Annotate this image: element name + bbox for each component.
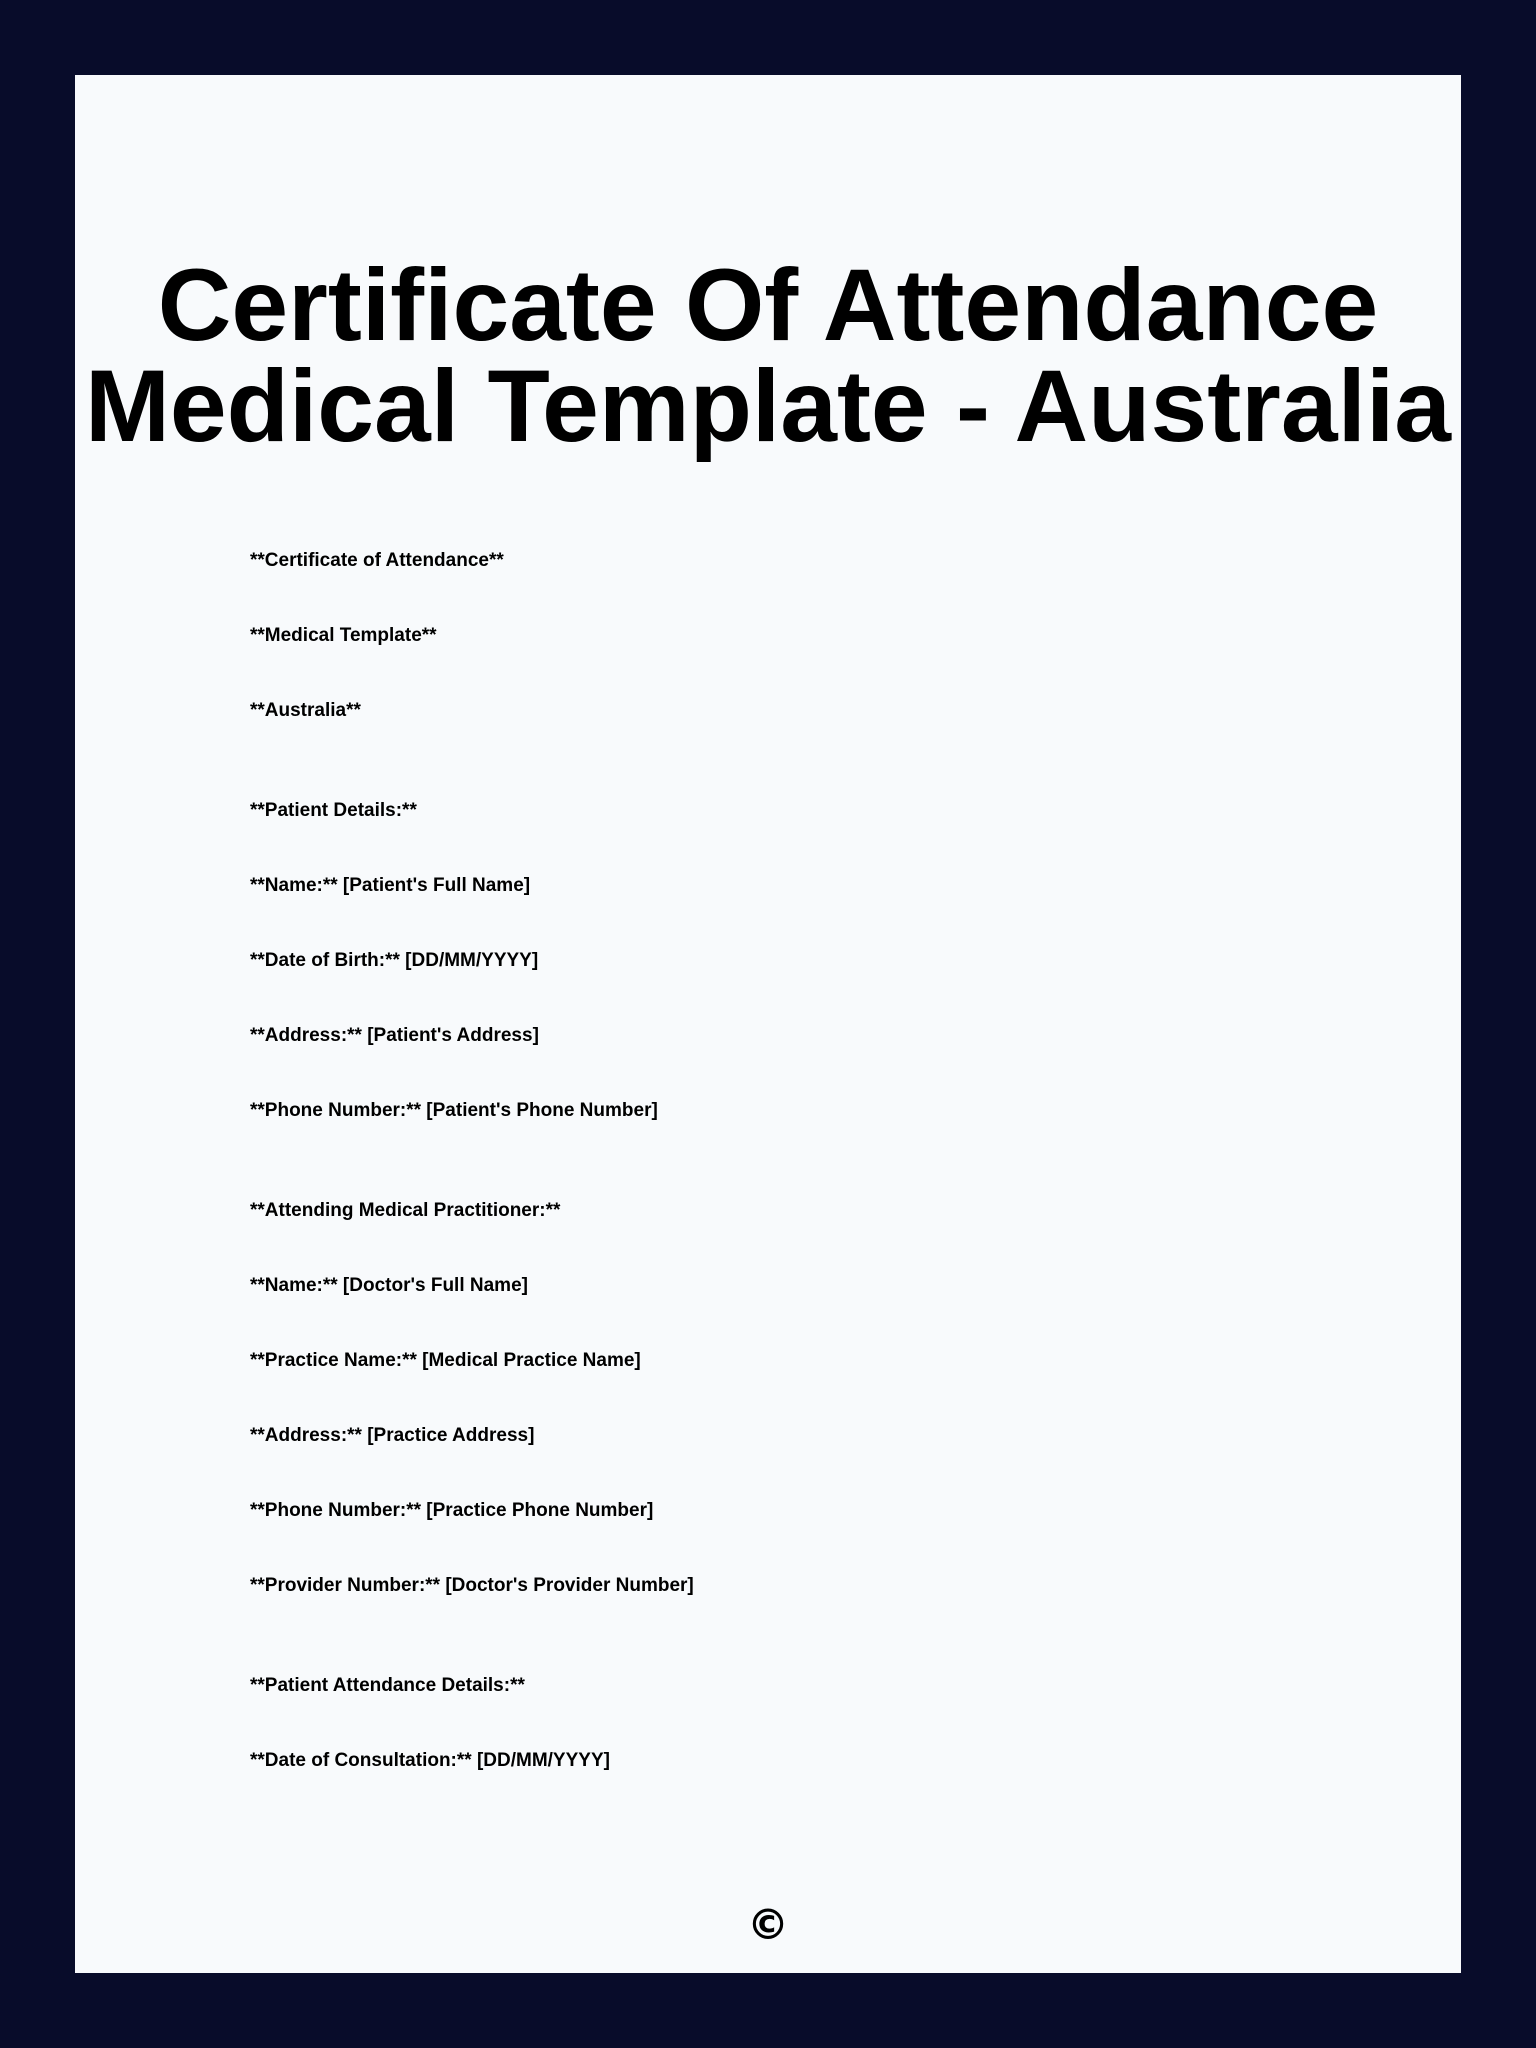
heading-medical-template: **Medical Template** — [250, 625, 437, 646]
page-title — [75, 248, 1461, 463]
section-practitioner: **Attending Medical Practitioner:** — [250, 1200, 561, 1221]
patient-address-field: **Address:** [Patient's Address] — [250, 1025, 539, 1046]
document-page — [75, 75, 1461, 1973]
title-line-2: Medical Template - Australia — [84, 349, 1452, 463]
heading-certificate: **Certificate of Attendance** — [250, 550, 504, 571]
practice-address-field: **Address:** [Practice Address] — [250, 1425, 535, 1446]
provider-number-field: **Provider Number:** [Doctor's Provider Number] — [250, 1575, 694, 1596]
consultation-date-field: **Date of Consultation:** [DD/MM/YYYY] — [250, 1750, 610, 1771]
practice-phone-field: **Phone Number:** [Practice Phone Number] — [250, 1500, 654, 1521]
heading-australia: **Australia** — [250, 700, 361, 721]
patient-dob-field: **Date of Birth:** [DD/MM/YYYY] — [250, 950, 539, 971]
doctor-name-field: **Name:** [Doctor's Full Name] — [250, 1275, 528, 1296]
title-line-1: Certificate Of Attendance — [157, 248, 1379, 362]
patient-name-field: **Name:** [Patient's Full Name] — [250, 875, 531, 896]
section-attendance: **Patient Attendance Details:** — [250, 1675, 525, 1696]
practice-name-field: **Practice Name:** [Medical Practice Name] — [250, 1350, 641, 1371]
section-patient-details: **Patient Details:** — [250, 800, 417, 821]
copyright-icon: © — [747, 1900, 789, 1949]
patient-phone-field: **Phone Number:** [Patient's Phone Number] — [250, 1100, 658, 1121]
